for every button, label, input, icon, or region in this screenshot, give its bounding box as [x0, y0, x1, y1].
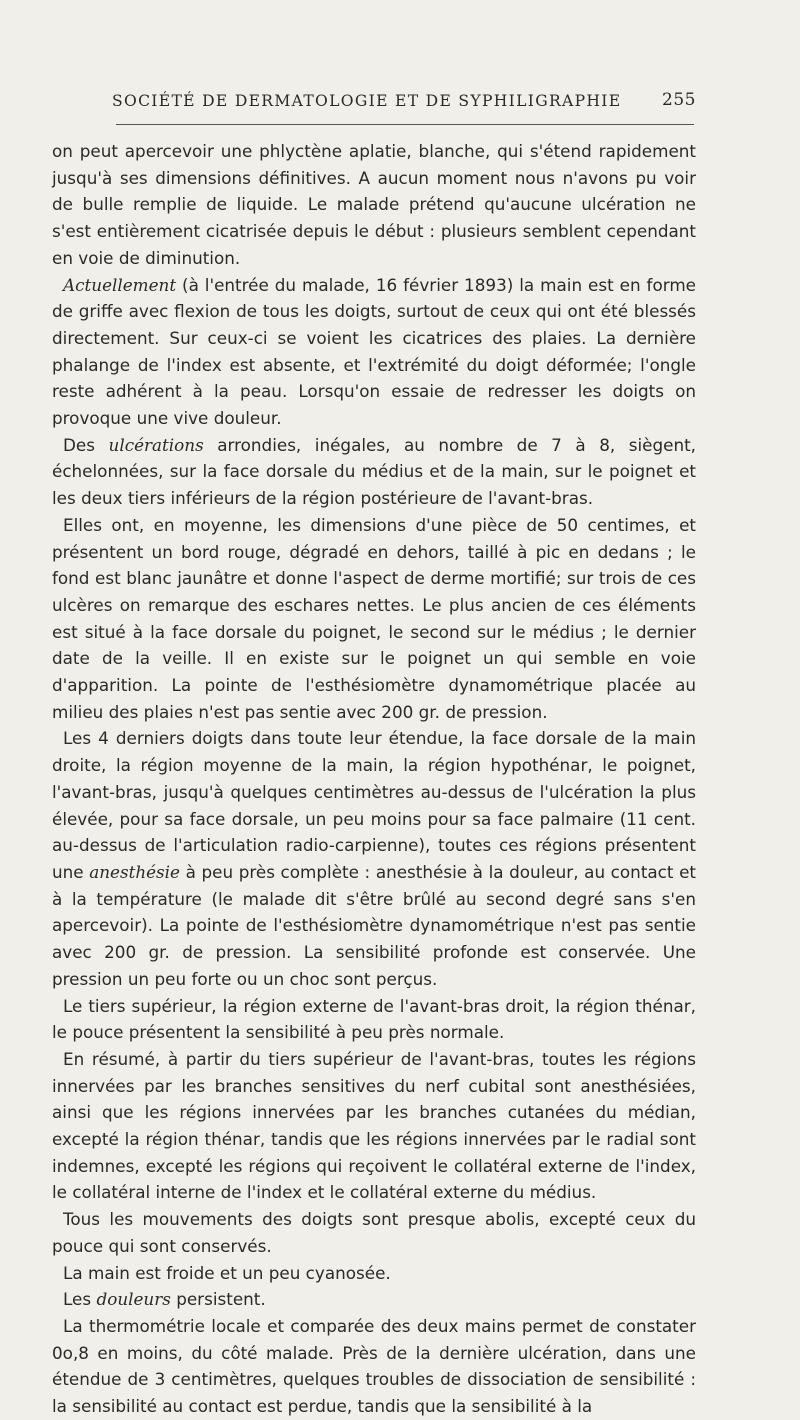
paragraph-7	[52, 1046, 696, 1206]
emphasis-text: douleurs	[96, 1289, 171, 1310]
paragraph-9	[52, 1260, 696, 1287]
paragraph-3	[52, 432, 696, 512]
paragraph-text: La main est froide et un peu cyanosée.	[63, 1262, 391, 1283]
paragraph-text: arrondies, inégales, au nombre de 7 à 8, siègent, échelonnées, sur la face dorsale du médius et de la main, sur le poignet et les deux tiers inférieurs de la région postérieure de l'avant-bras.	[52, 434, 696, 509]
paragraph-8	[52, 1206, 696, 1259]
paragraph-text: Les	[63, 1289, 97, 1310]
paragraph-10	[52, 1286, 696, 1313]
page-number: 255	[662, 90, 696, 110]
paragraph-4	[52, 512, 696, 726]
paragraph-text: Elles ont, en moyenne, les dimensions d'une pièce de 50 centimes, et présentent un bord rouge, dégradé en dehors, taillé à pic en dedans ; le fond est blanc jaunâtre et donne l'aspect de derme mortifié; sur trois de ces ulcères on remarque des eschares nettes. Le plus ancien de ces éléments est situé à la face dorsale du poignet, le second sur le médius ; le dernier date de la veille. Il en existe sur le poignet un qui semble en voie d'apparition. La pointe de l'esthésiomètre dynamométrique placée au milieu des plaies n'est pas sentie avec 200 gr. de pression.	[52, 514, 696, 722]
paragraph-text: Le tiers supérieur, la région externe de l'avant-bras droit, la région thénar, le pouce présentent la sensibilité à peu près normale.	[52, 995, 696, 1043]
paragraph-11	[52, 1313, 696, 1420]
page-header	[112, 80, 696, 110]
paragraph-text: La thermométrie locale et comparée des deux mains permet de constater 0o,8 en moins, du côté malade. Près de la dernière ulcération, dans une étendue de 3 centimètres, quelques troubles de dissociation de sensibilité : la sensibilité au contact est perdue, tandis que la sensibilité à la	[52, 1315, 696, 1417]
paragraph-text: on peut apercevoir une phlyctène aplatie, blanche, qui s'étend rapidement jusqu'à ses dimensions définitives. A aucun moment nous n'avons pu voir de bulle remplie de liquide. Le malade prétend qu'aucune ulcération ne s'est entièrement cicatrisée depuis le début : plusieurs semblent cependant en voie de diminution.	[52, 141, 696, 268]
paragraph-text: Des	[63, 434, 109, 455]
paragraph-text: à peu près complète : anesthésie à la douleur, au contact et à la température (le malade dit s'être brûlé au second degré sans s'en apercevoir). La pointe de l'esthésiomètre dynamométrique n'est pas sentie avec 200 gr. de pression. La sensibilité profonde est conservée. Une pression un peu forte ou un choc sont perçus.	[52, 861, 696, 989]
paragraph-6	[52, 993, 696, 1046]
paragraph-text: En résumé, à partir du tiers supérieur de l'avant-bras, toutes les régions innervées par les branches sensitives du nerf cubital sont anesthésiées, ainsi que les régions innervées par les branches cutanées du médian, excepté la région thénar, tandis que les régions innervées par le radial sont indemnes, excepté les régions qui reçoivent le collatéral externe de l'index, le collatéral interne de l'index et le collatéral externe du médius.	[52, 1048, 696, 1203]
running-title: SOCIÉTÉ DE DERMATOLOGIE ET DE SYPHILIGRAPHIE	[112, 92, 622, 110]
body-text	[52, 138, 696, 1420]
emphasis-text: anesthésie	[89, 861, 180, 882]
paragraph-5	[52, 725, 696, 992]
paragraph-text: Les 4 derniers doigts dans toute leur étendue, la face dorsale de la main droite, la région moyenne de la main, la région hypothénar, le poignet, l'avant-bras, jusqu'à quelques centimètres au-dessus de l'ulcération la plus élevée, pour sa face dorsale, un peu moins pour sa face palmaire (11 cent. au-dessus de l'articulation radio-carpienne), toutes ces régions présentent une	[52, 728, 696, 882]
emphasis-text: Actuellement	[63, 274, 177, 295]
header-rule	[116, 124, 694, 125]
paragraph-text: (à l'entrée du malade, 16 février 1893) la main est en forme de griffe avec flexion de tous les doigts, surtout de ceux qui ont été blessés directement. Sur ceux-ci se voient les cicatrices des plaies. La dernière phalange de l'index est absente, et l'extrémité du doigt déformée; l'ongle reste adhérent à la peau. Lorsqu'on essaie de redresser les doigts on provoque une vive douleur.	[52, 274, 696, 429]
paragraph-2	[52, 272, 696, 432]
paragraph-1	[52, 138, 696, 272]
paragraph-text: Tous les mouvements des doigts sont presque abolis, excepté ceux du pouce qui sont conservés.	[52, 1209, 696, 1256]
emphasis-text: ulcérations	[108, 434, 204, 455]
paragraph-text: persistent.	[170, 1289, 266, 1310]
